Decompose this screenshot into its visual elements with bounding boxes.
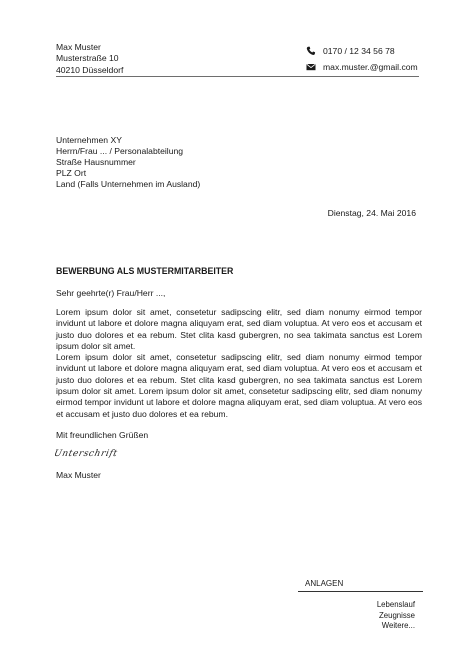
envelope-icon: [306, 62, 316, 72]
attachment-item: Weitere...: [381, 621, 415, 631]
sender-block: [56, 42, 123, 76]
recipient-block: [56, 135, 200, 189]
attachments-title: ANLAGEN: [305, 579, 344, 588]
letter-body: [56, 307, 422, 420]
attachments-divider: [298, 591, 423, 592]
phone-number: 0170 / 12 34 56 78: [323, 46, 395, 56]
signature: Unterschrift: [52, 449, 119, 459]
attachment-item: Lebenslauf: [376, 600, 415, 609]
phone-icon: [306, 46, 316, 56]
signoff-name: Max Muster: [56, 470, 101, 480]
subject-line: BEWERBUNG ALS MUSTERMITARBEITER: [56, 266, 234, 276]
body-paragraph: Lorem ipsum dolor sit amet, consetetur sadipscing elitr, sed diam nonumy eirmod tempor invidunt ut labore et dolore magna aliquyam erat, sed diam voluptua. At vero eos et accusam et justo duo dolores et ea rebum. Stet clita kasd gubergren, no sea takimata sanctus est Lorem ipsum dolor sit amet. Lorem ipsum dolor sit amet, consetetur sadipscing elitr, sed diam nonumy eirmod tempor invidunt ut labore et dolore magna aliquyam erat, sed diam voluptua. At vero eos et accusam et justo duo dolores et ea rebum.: [56, 352, 422, 419]
salutation: Sehr geehrte(r) Frau/Herr ...,: [56, 288, 166, 298]
sender-city: 40210 Düsseldorf: [56, 64, 124, 75]
recipient-line: Straße Hausnummer: [56, 156, 136, 167]
email-address: max.muster.@gmail.com: [323, 62, 418, 72]
header-divider: [56, 76, 419, 77]
recipient-line: PLZ Ort: [56, 167, 87, 178]
attachment-item: Zeugnisse: [379, 610, 415, 620]
attachments-list: [298, 600, 415, 632]
letter-date: Dienstag, 24. Mai 2016: [327, 208, 416, 218]
sender-name: Max Muster: [56, 42, 101, 52]
body-paragraph: Lorem ipsum dolor sit amet, consetetur sadipscing elitr, sed diam nonumy eirmod tempor invidunt ut labore et dolore magna aliquyam erat, sed diam voluptua. At vero eos et accusam et justo duo dolores et ea rebum. Stet clita kasd gubergren, no sea takimata sanctus est Lorem ipsum dolor sit amet.: [56, 307, 422, 351]
recipient-line: Herrn/Frau ... / Personalabteilung: [56, 145, 184, 156]
recipient-line: Land (Falls Unternehmen im Ausland): [56, 178, 201, 189]
sender-street: Musterstraße 10: [56, 53, 119, 64]
recipient-line: Unternehmen XY: [56, 135, 122, 145]
closing-phrase: Mit freundlichen Grüßen: [56, 430, 149, 440]
